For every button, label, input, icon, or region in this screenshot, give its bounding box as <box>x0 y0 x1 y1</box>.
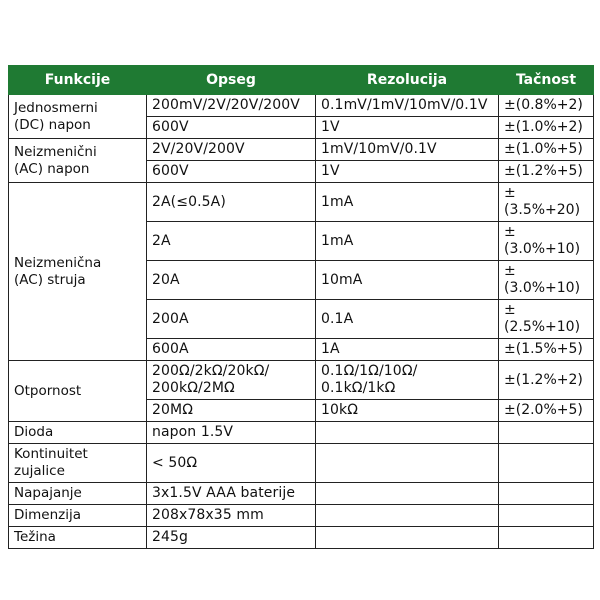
range-cell: 2A <box>147 222 316 261</box>
value-cell: 245g <box>147 527 316 549</box>
range-cell: 2A(≤0.5A) <box>147 183 316 222</box>
empty-cell <box>499 483 594 505</box>
table-row <box>9 183 594 222</box>
table-row <box>9 422 594 444</box>
empty-cell <box>316 483 499 505</box>
function-dioda: Dioda <box>9 422 147 444</box>
accuracy-cell: ±(1.2%+2) <box>499 361 594 400</box>
range-line: 200Ω/2kΩ/20kΩ/ <box>152 363 270 379</box>
accuracy-cell: ±(1.2%+5) <box>499 161 594 183</box>
resolution-cell: 1A <box>316 339 499 361</box>
resolution-cell: 1V <box>316 161 499 183</box>
accuracy-cell: ±(1.5%+5) <box>499 339 594 361</box>
resolution-cell <box>316 361 499 400</box>
range-cell: 600V <box>147 117 316 139</box>
accuracy-cell: ±(3.0%+10) <box>499 261 594 300</box>
value-cell: 3x1.5V AAA baterije <box>147 483 316 505</box>
range-cell <box>147 361 316 400</box>
range-cell: 200A <box>147 300 316 339</box>
function-dimenzija: Dimenzija <box>9 505 147 527</box>
empty-cell <box>316 444 499 483</box>
function-tezina: Težina <box>9 527 147 549</box>
accuracy-cell: ±(1.0%+5) <box>499 139 594 161</box>
empty-cell <box>499 422 594 444</box>
table-row <box>9 361 594 400</box>
header-tacnost: Tačnost <box>499 66 594 95</box>
resolution-cell: 10mA <box>316 261 499 300</box>
range-cell: 2V/20V/200V <box>147 139 316 161</box>
range-cell: 20MΩ <box>147 400 316 422</box>
table-row <box>9 139 594 161</box>
function-napajanje: Napajanje <box>9 483 147 505</box>
accuracy-cell: ±(1.0%+2) <box>499 117 594 139</box>
range-cell: 200mV/2V/20V/200V <box>147 95 316 117</box>
empty-cell <box>499 444 594 483</box>
header-row <box>9 66 594 95</box>
function-line: Jednosmerni <box>14 99 98 116</box>
header-opseg: Opseg <box>147 66 316 95</box>
resolution-line: 0.1Ω/1Ω/10Ω/ <box>321 363 418 379</box>
range-cell: 600A <box>147 339 316 361</box>
accuracy-cell: ±(2.5%+10) <box>499 300 594 339</box>
function-line: zujalice <box>14 463 65 479</box>
resolution-cell: 1mA <box>316 222 499 261</box>
function-line: (AC) napon <box>14 160 90 177</box>
function-kontinuitet <box>9 444 147 483</box>
accuracy-cell: ±(3.0%+10) <box>499 222 594 261</box>
empty-cell <box>316 422 499 444</box>
header-rezolucija: Rezolucija <box>316 66 499 95</box>
resolution-line: 0.1kΩ/1kΩ <box>321 380 396 396</box>
resolution-cell: 1mA <box>316 183 499 222</box>
value-cell: napon 1.5V <box>147 422 316 444</box>
value-cell: < 50Ω <box>147 444 316 483</box>
function-line: Neizmenični <box>14 143 97 160</box>
empty-cell <box>499 527 594 549</box>
accuracy-cell: ±(0.8%+2) <box>499 95 594 117</box>
header-funkcije: Funkcije <box>9 66 147 95</box>
function-line: Kontinuitet <box>14 446 88 462</box>
function-ac-voltage <box>9 139 147 183</box>
specifications-table <box>8 65 594 549</box>
function-resistance: Otpornost <box>9 361 147 422</box>
empty-cell <box>499 505 594 527</box>
function-ac-current <box>9 183 147 361</box>
table-row <box>9 505 594 527</box>
value-cell: 208x78x35 mm <box>147 505 316 527</box>
table-row <box>9 527 594 549</box>
resolution-cell: 0.1mV/1mV/10mV/0.1V <box>316 95 499 117</box>
function-dc-voltage <box>9 95 147 139</box>
resolution-cell: 0.1A <box>316 300 499 339</box>
accuracy-cell: ±(3.5%+20) <box>499 183 594 222</box>
empty-cell <box>316 527 499 549</box>
table-row <box>9 483 594 505</box>
range-cell: 20A <box>147 261 316 300</box>
function-line: Neizmenična <box>14 254 102 271</box>
range-cell: 600V <box>147 161 316 183</box>
resolution-cell: 1mV/10mV/0.1V <box>316 139 499 161</box>
range-line: 200kΩ/2MΩ <box>152 380 235 396</box>
table-row <box>9 95 594 117</box>
accuracy-cell: ±(2.0%+5) <box>499 400 594 422</box>
empty-cell <box>316 505 499 527</box>
function-line: (DC) napon <box>14 116 91 133</box>
resolution-cell: 1V <box>316 117 499 139</box>
resolution-cell: 10kΩ <box>316 400 499 422</box>
function-line: (AC) struja <box>14 271 86 288</box>
table-row <box>9 444 594 483</box>
spec-sheet <box>8 65 593 549</box>
